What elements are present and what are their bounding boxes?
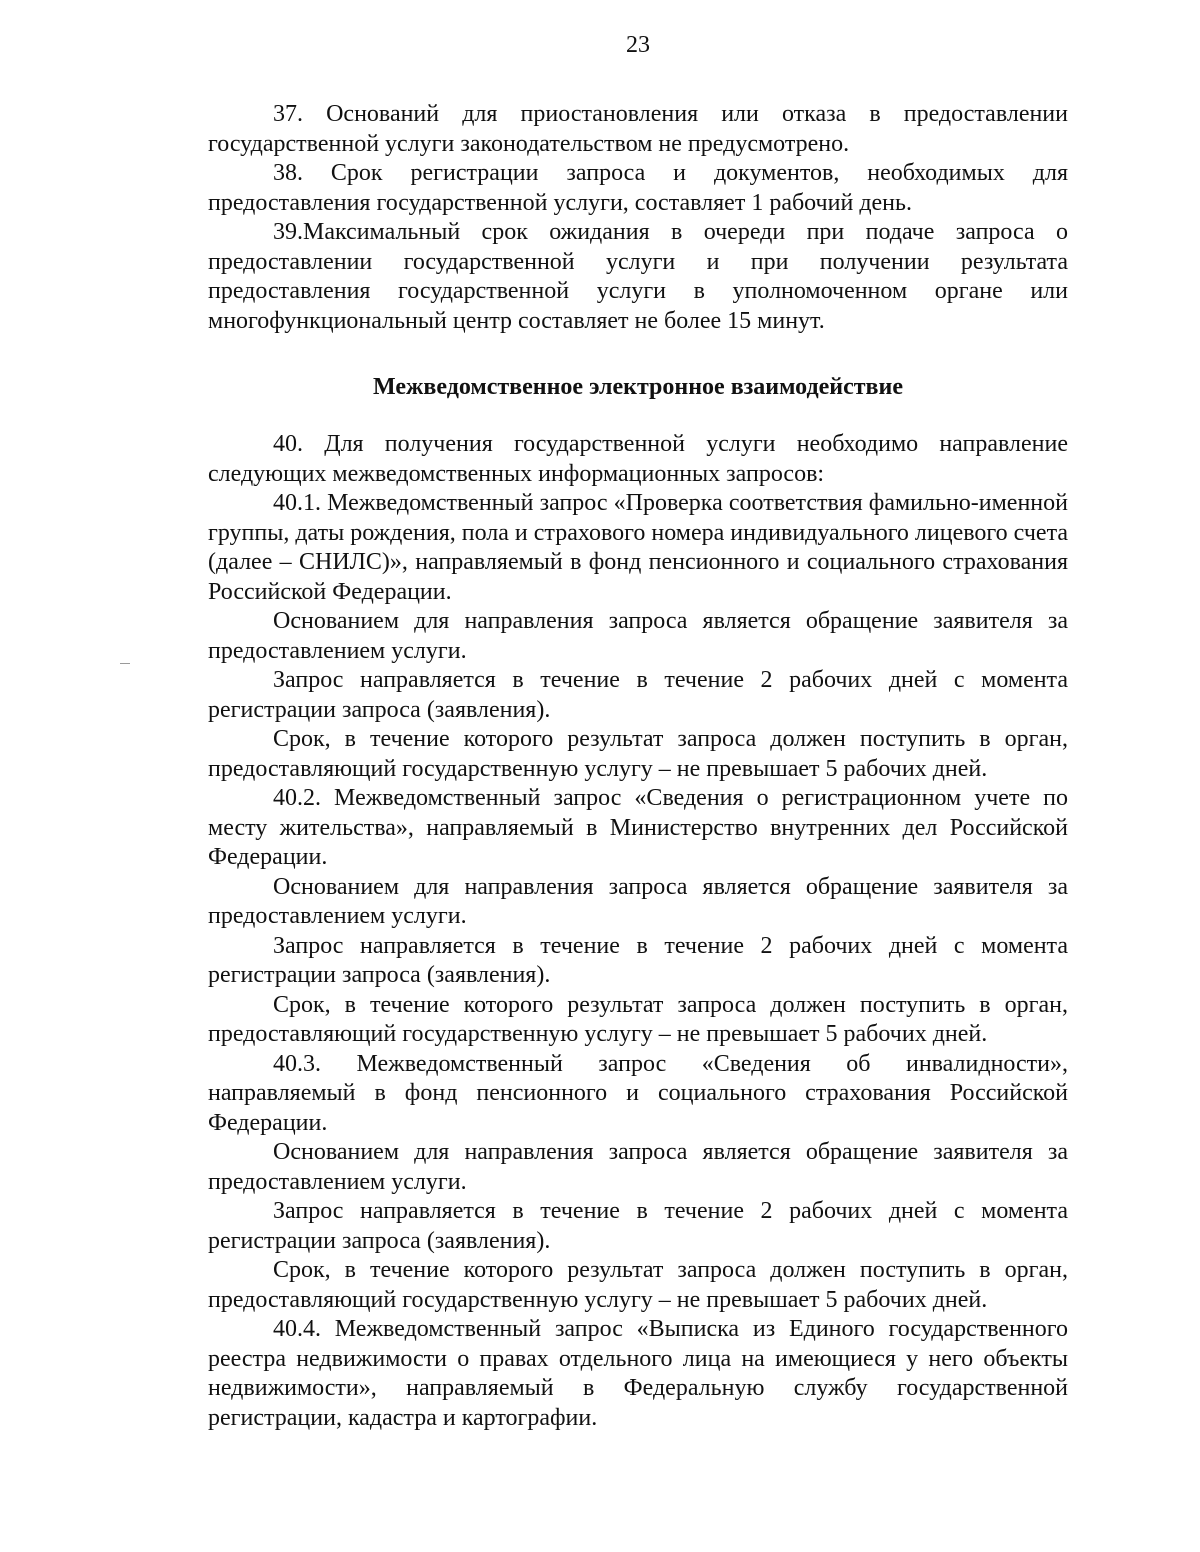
paragraph-40-2: 40.2. Межведомственный запрос «Сведения о регистрационном учете по месту жительства», направляемый в Министерство внутренних дел Российской Федерации. xyxy=(208,785,1068,870)
section-heading: Межведомственное электронное взаимодействие xyxy=(373,374,903,400)
paragraph-40-2-timing: Запрос направляется в течение в течение 2 рабочих дней с момента регистрации запроса (заявления). xyxy=(208,932,1068,988)
paragraph-40-1-basis: Основанием для направления запроса является обращение заявителя за предоставлением услуги. xyxy=(208,608,1068,664)
paragraph-40-3-basis: Основанием для направления запроса является обращение заявителя за предоставлением услуги. xyxy=(208,1139,1068,1195)
paragraph-40-3-deadline: Срок, в течение которого результат запроса должен поступить в орган, предоставляющий государственную услугу – не превышает 5 рабочих дней. xyxy=(208,1257,1068,1313)
paragraph-40-2-basis: Основанием для направления запроса является обращение заявителя за предоставлением услуги. xyxy=(208,873,1068,929)
paragraph-38: 38. Срок регистрации запроса и документов, необходимых для предоставления государственной услуги, составляет 1 рабочий день. xyxy=(208,160,1068,216)
paragraph-40-3: 40.3. Межведомственный запрос «Сведения об инвалидности», направляемый в фонд пенсионного и социального страхования Российской Федерации. xyxy=(208,1050,1068,1136)
paragraph-37: 37. Оснований для приостановления или отказа в предоставлении государственной услуги законодательством не предусмотрено. xyxy=(208,101,1068,157)
document-body xyxy=(208,100,1068,1433)
paragraph-40-1-timing: Запрос направляется в течение в течение 2 рабочих дней с момента регистрации запроса (заявления). xyxy=(208,667,1068,723)
paragraph-40-1-deadline: Срок, в течение которого результат запроса должен поступить в орган, предоставляющий государственную услугу – не превышает 5 рабочих дней. xyxy=(208,726,1068,782)
paragraph-39: 39.Максимальный срок ожидания в очереди при подаче запроса о предоставлении государственной услуги и при получении результата предоставления государственной услуги в уполномоченном органе или многофункциональный центр составляет не более 15 минут. xyxy=(208,219,1068,334)
paragraph-40-1: 40.1. Межведомственный запрос «Проверка соответствия фамильно-именной группы, даты рождения, пола и страхового номера индивидуального лицевого счета (далее – СНИЛС)», направляемый в фонд пенсионного и социального страхования Российской Федерации. xyxy=(208,490,1068,605)
page-number: 23 xyxy=(626,32,650,58)
scan-speck xyxy=(120,663,130,664)
paragraph-40-4: 40.4. Межведомственный запрос «Выписка из Единого государственного реестра недвижимости о правах отдельного лица на имеющиеся у него объекты недвижимости», направляемый в Федеральную службу государственной регистрации, кадастра и картографии. xyxy=(208,1316,1068,1431)
paragraph-40-3-timing: Запрос направляется в течение в течение 2 рабочих дней с момента регистрации запроса (заявления). xyxy=(208,1198,1068,1254)
paragraph-40: 40. Для получения государственной услуги необходимо направление следующих межведомственных информационных запросов: xyxy=(208,431,1068,487)
paragraph-40-2-deadline: Срок, в течение которого результат запроса должен поступить в орган, предоставляющий государственную услугу – не превышает 5 рабочих дней. xyxy=(208,991,1068,1047)
